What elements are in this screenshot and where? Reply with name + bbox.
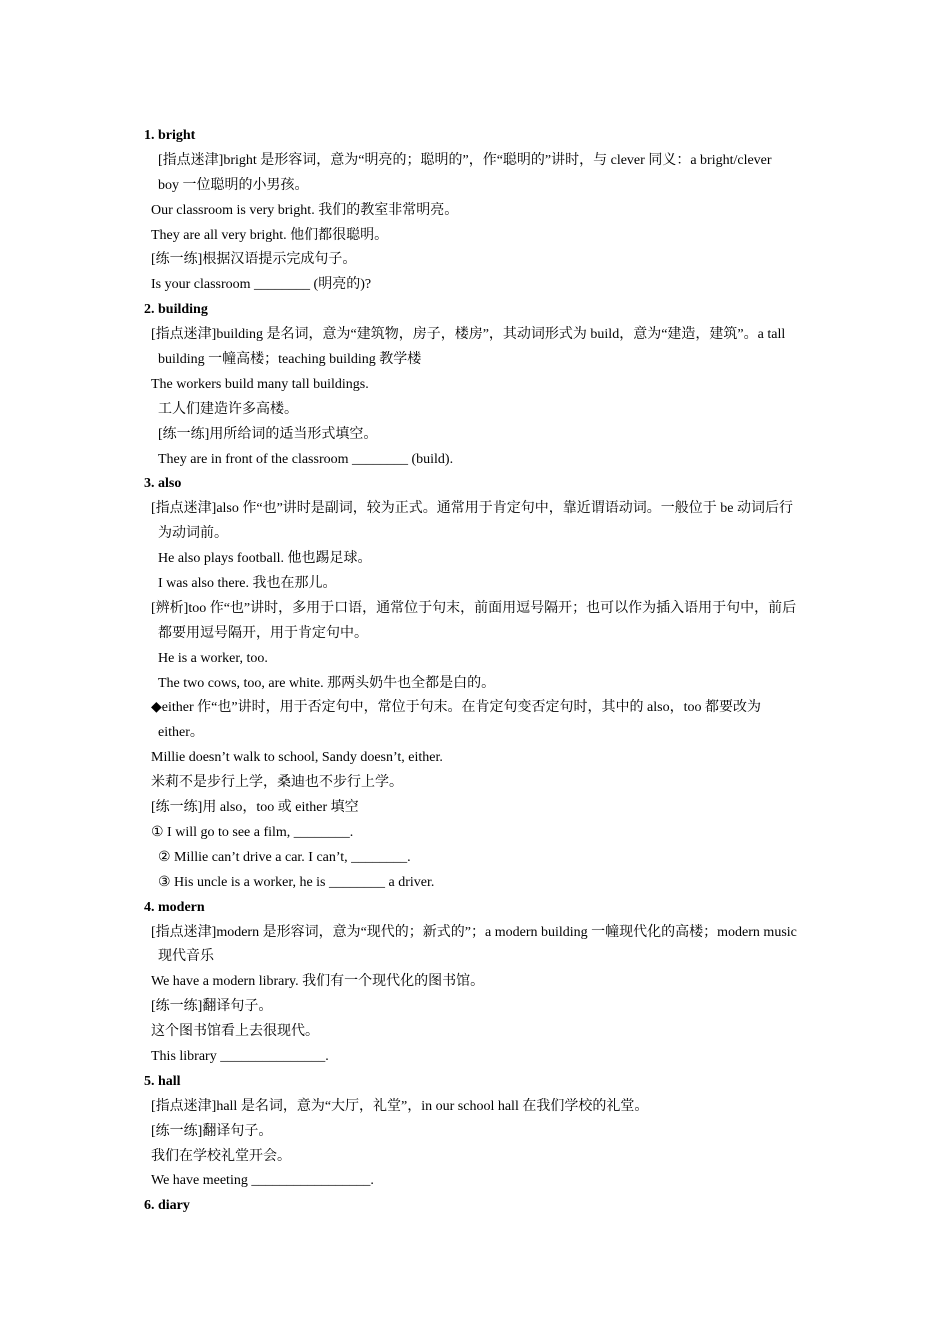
tip-line: [指点迷津]building 是名词，意为“建筑物，房子，楼房”，其动词形式为 build，意为“建造，建筑”。a tall: [151, 327, 786, 343]
practice-label: [练一练]用所给词的适当形式填空。: [158, 426, 378, 442]
example-sentence: Our classroom is very bright. 我们的教室非常明亮。: [151, 202, 459, 218]
practice-question: We have meeting _________________.: [151, 1173, 374, 1189]
practice-prompt: 这个图书馆看上去很现代。: [151, 1024, 319, 1040]
tip-line-cont: boy 一位聪明的小男孩。: [158, 177, 309, 193]
example-sentence: We have a modern library. 我们有一个现代化的图书馆。: [151, 974, 485, 990]
document-page: [0, 124, 950, 1219]
tip-line: [指点迷津]also 作“也”讲时是副词，较为正式。通常用于肯定句中，靠近谓语动词。一般位于 be 动词后行: [151, 501, 794, 517]
tip-line-cont: 为动词前。: [158, 526, 228, 542]
distinction-line-cont: 都要用逗号隔开，用于肯定句中。: [158, 625, 368, 641]
tip-line-cont: building 一幢高楼；teaching building 教学楼: [158, 352, 422, 368]
tip-line: [指点迷津]bright 是形容词，意为“明亮的；聪明的”，作“聪明的”讲时，与 clever 同义：a bright/clever: [158, 152, 772, 168]
practice-question: ① I will go to see a film, ________.: [151, 824, 354, 840]
example-sentence: He also plays football. 他也踢足球。: [158, 551, 372, 567]
tip-line: [指点迷津]modern 是形容词，意为“现代的；新式的”；a modern building 一幢现代化的高楼；modern music: [151, 924, 797, 940]
tip-line: [指点迷津]hall 是名词，意为“大厅，礼堂”，in our school hall 在我们学校的礼堂。: [151, 1098, 649, 1114]
example-sentence: Millie doesn’t walk to school, Sandy doesn’t, either.: [151, 750, 443, 766]
example-sentence: They are all very bright. 他们都很聪明。: [151, 227, 389, 243]
section-heading-modern: 4. modern: [144, 899, 205, 915]
example-sentence: I was also there. 我也在那儿。: [158, 576, 337, 592]
tip-line-cont: 现代音乐: [158, 949, 214, 965]
section-heading-diary: 6. diary: [144, 1198, 190, 1214]
example-translation: 工人们建造许多高楼。: [158, 401, 298, 417]
practice-question: ② Millie can’t drive a car. I can’t, ________.: [158, 849, 411, 865]
practice-label: [练一练]根据汉语提示完成句子。: [151, 252, 357, 268]
practice-label: [练一练]翻译句子。: [151, 999, 273, 1015]
practice-label: [练一练]用 also，too 或 either 填空: [151, 800, 359, 816]
practice-question: This library _______________.: [151, 1048, 329, 1064]
practice-prompt: 我们在学校礼堂开会。: [151, 1148, 291, 1164]
either-note-cont: either。: [158, 725, 204, 741]
example-sentence: The two cows, too, are white. 那两头奶牛也全都是白的。: [158, 675, 496, 691]
practice-question: Is your classroom ________ (明亮的)?: [151, 277, 372, 293]
practice-question: They are in front of the classroom ________ (build).: [158, 451, 454, 467]
section-heading-bright: 1. bright: [144, 128, 196, 143]
example-sentence: He is a worker, too.: [158, 650, 268, 666]
example-translation: 米莉不是步行上学，桑迪也不步行上学。: [151, 775, 403, 791]
distinction-line: [辨析]too 作“也”讲时，多用于口语，通常位于句末，前面用逗号隔开；也可以作为插入语用于句中，前后: [151, 600, 797, 616]
section-heading-building: 2. building: [144, 302, 208, 318]
example-sentence: The workers build many tall buildings.: [151, 376, 369, 392]
section-heading-hall: 5. hall: [144, 1073, 181, 1089]
section-heading-also: 3. also: [144, 476, 182, 492]
either-note: ◆either 作“也”讲时，用于否定句中，常位于句末。在肯定句变否定句时，其中的 also，too 都要改为: [151, 700, 762, 716]
practice-label: [练一练]翻译句子。: [151, 1123, 273, 1139]
practice-question: ③ His uncle is a worker, he is ________ a driver.: [158, 874, 435, 890]
